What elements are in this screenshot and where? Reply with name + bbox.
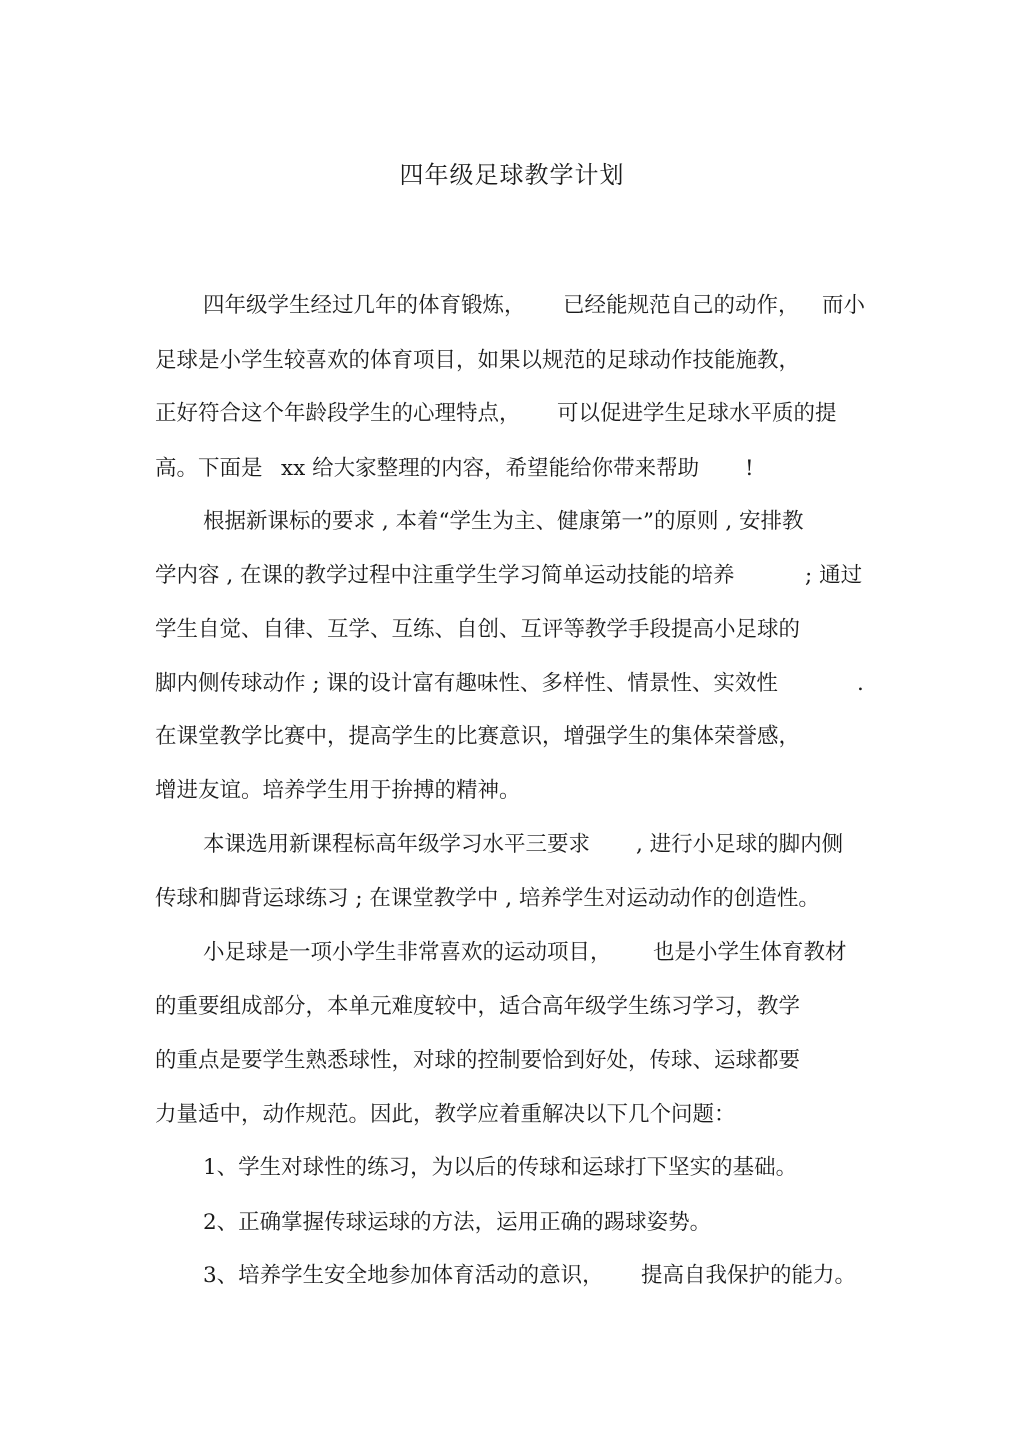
body-line <box>155 989 875 1025</box>
body-line <box>155 396 875 432</box>
document-title: 四年级足球教学计划 <box>399 161 625 189</box>
text-segment: 已经能规范自己的动作， <box>563 293 800 318</box>
body-line <box>155 1043 875 1079</box>
text-segment: 四年级学生经过几年的体育锻炼， <box>203 293 526 318</box>
text-segment: , 进行小足球的脚内侧 <box>636 832 844 857</box>
text-segment: 学内容 , 在课的教学过程中注重学生学习简单运动技能的培养 <box>155 563 735 588</box>
text-segment: 可以促进学生足球水平质的提 <box>557 401 837 426</box>
text-segment: 1、学生对球性的练习，为以后的传球和运球打下坚实的基础。 <box>203 1155 798 1180</box>
text-segment: 本课选用新课程标高年级学习水平三要求 <box>203 832 591 857</box>
body-line <box>155 288 875 324</box>
body-line <box>155 558 875 594</box>
list-item <box>155 1258 875 1294</box>
text-segment: 足球是小学生较喜欢的体育项目，如果以规范的足球动作技能施教， <box>155 348 801 373</box>
text-segment: ; 通过 <box>805 563 863 588</box>
text-segment: 传球和脚背运球练习 ; 在课堂教学中 , 培养学生对运动动作的创造性。 <box>155 886 820 911</box>
text-segment: 增进友谊。培养学生用于拚搏的精神。 <box>155 778 521 803</box>
list-item <box>155 1150 875 1186</box>
text-segment: 力量适中，动作规范。因此，教学应着重解决以下几个问题： <box>155 1102 736 1127</box>
text-segment: ! <box>745 456 754 481</box>
body-line <box>155 773 875 809</box>
text-segment: 在课堂教学比赛中，提高学生的比赛意识，增强学生的集体荣誉感， <box>155 724 801 749</box>
list-item <box>155 1205 875 1241</box>
text-segment: . <box>857 671 864 696</box>
text-segment: 2、正确掌握传球运球的方法，运用正确的踢球姿势。 <box>203 1210 712 1235</box>
body-line <box>155 451 875 487</box>
text-segment: xx 给大家整理的内容，希望能给你带来帮助 <box>281 456 700 481</box>
body-line <box>155 881 875 917</box>
body-line <box>155 719 875 755</box>
text-segment: 小足球是一项小学生非常喜欢的运动项目， <box>203 940 612 965</box>
text-segment: 根据新课标的要求 , 本着“学生为主、健康第一”的原则 , 安排教 <box>203 509 804 534</box>
text-segment: 的重要组成部分，本单元难度较中，适合高年级学生练习学习，教学 <box>155 994 801 1019</box>
text-segment: 提高自我保护的能力。 <box>641 1263 857 1288</box>
body-line <box>155 935 875 971</box>
text-segment: 也是小学生体育教材 <box>653 940 847 965</box>
body-line <box>155 612 875 648</box>
text-segment: 的重点是要学生熟悉球性，对球的控制要恰到好处，传球、运球都要 <box>155 1048 801 1073</box>
body-line <box>155 1097 875 1133</box>
body-line <box>155 827 875 863</box>
body-line <box>155 504 875 540</box>
text-segment: 而小 <box>822 293 866 318</box>
body-line <box>155 343 875 379</box>
text-segment: 脚内侧传球动作 ; 课的设计富有趣味性、多样性、情景性、实效性 <box>155 671 778 696</box>
text-segment: 学生自觉、自律、互学、互练、自创、互评等教学手段提高小足球的 <box>155 617 801 642</box>
body-line <box>155 666 875 702</box>
text-segment: 3、培养学生安全地参加体育活动的意识， <box>203 1263 604 1288</box>
text-segment: 正好符合这个年龄段学生的心理特点， <box>155 401 521 426</box>
text-segment: 高。下面是 <box>155 456 263 481</box>
